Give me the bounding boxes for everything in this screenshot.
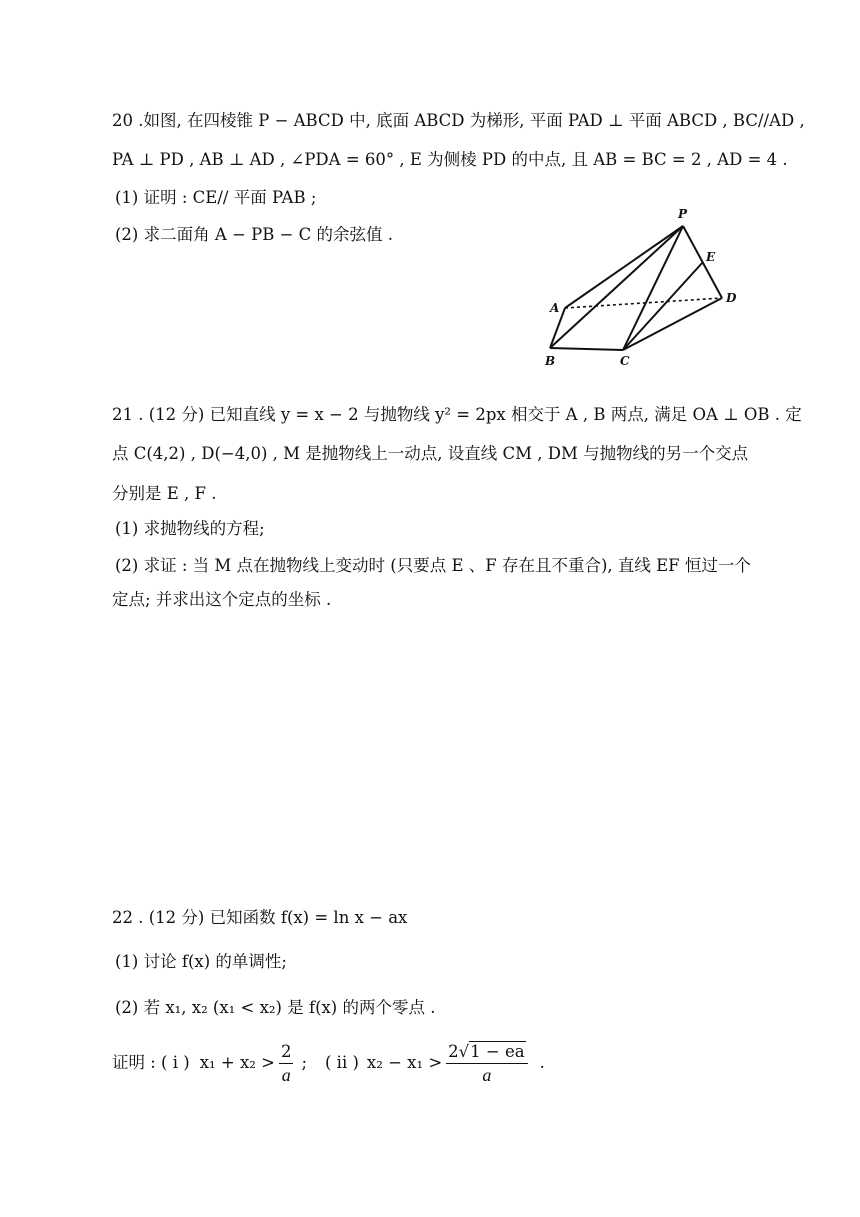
q21-part2-line2: 定点; 并求出这个定点的坐标 . bbox=[112, 590, 332, 609]
q20-line1: 20 .如图, 在四棱锥 P − ABCD 中, 底面 ABCD 为梯形, 平面 PAD ⊥ 平面 ABCD , BC//AD , bbox=[112, 111, 805, 130]
separator: ; bbox=[301, 1053, 307, 1072]
edge-BC bbox=[550, 348, 623, 350]
q22-part1: (1) 讨论 f(x) 的单调性; bbox=[115, 952, 287, 971]
q20-line2: PA ⊥ PD , AB ⊥ AD , ∠PDA = 60° , E 为侧棱 PD 的中点, 且 AB = BC = 2 , AD = 4 . bbox=[112, 150, 788, 169]
label-E: E bbox=[706, 250, 716, 264]
q21-line1: 21 . (12 分) 已知直线 y = x − 2 与抛物线 y² = 2px 相交于 A , B 两点, 满足 OA ⊥ OB . 定 bbox=[112, 405, 802, 424]
edge-PC bbox=[623, 226, 683, 350]
edge-CD bbox=[623, 298, 722, 350]
label-B: B bbox=[545, 354, 556, 368]
label-P: P bbox=[678, 207, 688, 221]
ineq2-denominator: a bbox=[482, 1064, 492, 1085]
q21-line3: 分别是 E , F . bbox=[112, 484, 217, 503]
segment-CE bbox=[623, 262, 703, 350]
q22-proof-line bbox=[112, 1038, 545, 1088]
q20-part1: (1) 证明 : CE// 平面 PAB ; bbox=[115, 188, 317, 207]
label-C: C bbox=[620, 354, 630, 368]
end-period: . bbox=[539, 1053, 545, 1072]
ineq2-numerator: 2√1 − ea bbox=[446, 1041, 527, 1064]
ineq2-coef: 2 bbox=[448, 1041, 459, 1061]
label-D: D bbox=[726, 291, 737, 305]
ineq1-fraction bbox=[279, 1041, 294, 1086]
q21-line2: 点 C(4,2) , D(−4,0) , M 是抛物线上一动点, 设直线 CM , DM 与抛物线的另一个交点 bbox=[112, 444, 749, 463]
q21-part1: (1) 求抛物线的方程; bbox=[115, 519, 265, 538]
q20-part2: (2) 求二面角 A − PB − C 的余弦值 . bbox=[115, 225, 393, 244]
q22-line1: 22 . (12 分) 已知函数 f(x) = ln x − ax bbox=[112, 908, 408, 927]
ineq2-left: x₂ − x₁ > bbox=[366, 1053, 443, 1072]
q22-part2: (2) 若 x₁, x₂ (x₁ < x₂) 是 f(x) 的两个零点 . bbox=[115, 998, 436, 1017]
ineq1-numerator: 2 bbox=[279, 1041, 294, 1064]
ineq2-fraction bbox=[446, 1041, 527, 1086]
label-A: A bbox=[550, 301, 560, 315]
edge-PA bbox=[565, 226, 683, 308]
proof-prefix: 证明 : ( i ) bbox=[112, 1053, 190, 1072]
pyramid-figure bbox=[540, 205, 755, 375]
ineq2-radicand: 1 − ea bbox=[470, 1041, 525, 1061]
ineq1-left: x₁ + x₂ > bbox=[199, 1053, 275, 1072]
q21-part2-line1: (2) 求证 : 当 M 点在抛物线上变动时 (只要点 E 、F 存在且不重合), 直线 EF 恒过一个 bbox=[115, 556, 751, 575]
ineq1-denominator: a bbox=[281, 1064, 291, 1085]
proof-mid: ( ii ) bbox=[325, 1053, 359, 1072]
